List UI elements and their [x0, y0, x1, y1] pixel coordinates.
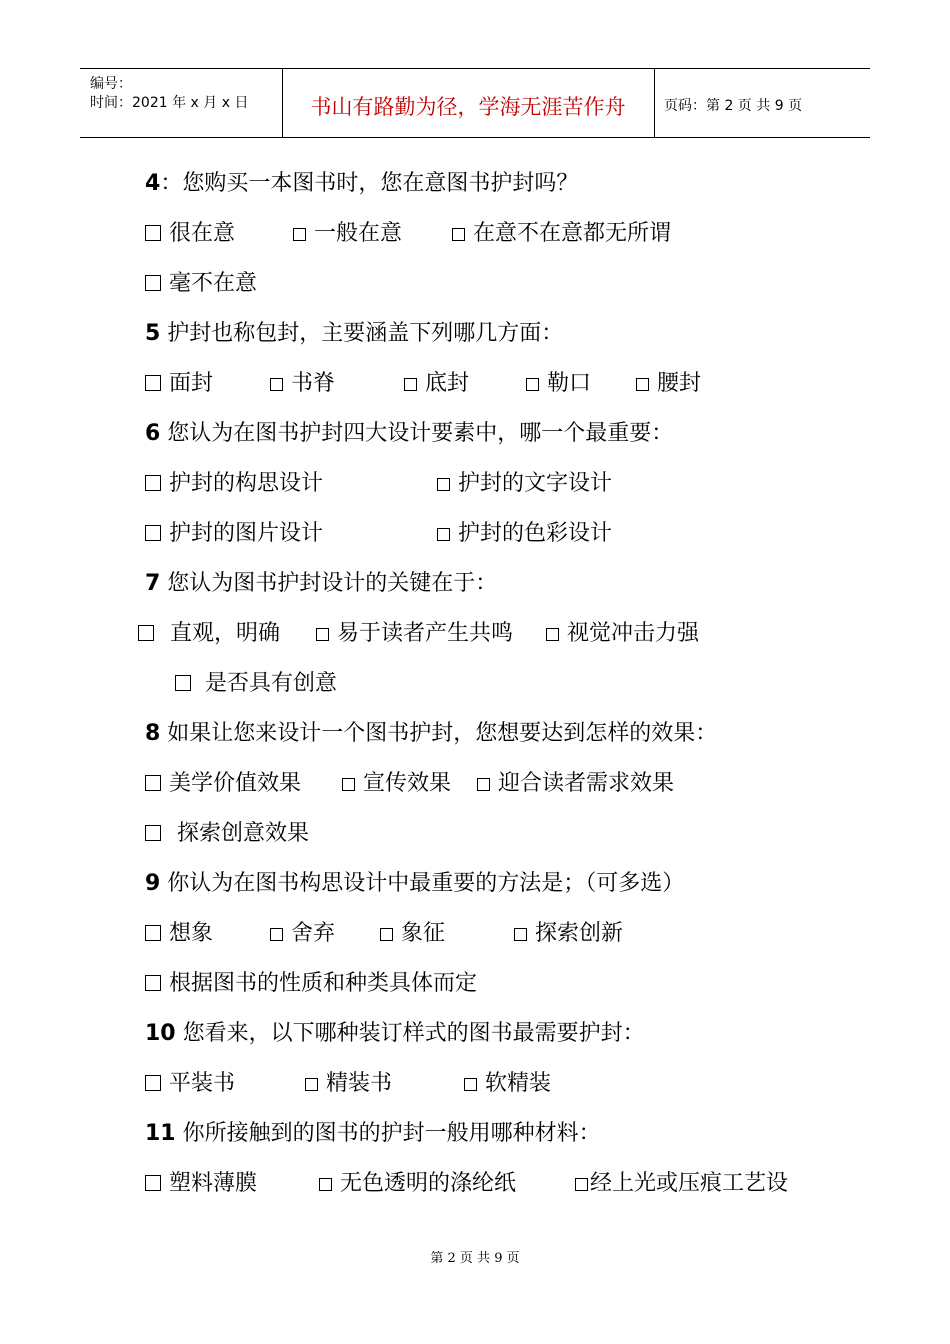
- page-label: 页码：第 2 页 共 9 页: [664, 98, 803, 114]
- options-row: [145, 460, 885, 510]
- page-footer: 第 2 页 共 9 页: [430, 1251, 520, 1266]
- options-row: [145, 1060, 885, 1110]
- checkbox-option[interactable]: 护封的构思设计: [145, 460, 323, 508]
- checkbox-icon[interactable]: [452, 228, 465, 241]
- checkbox-option[interactable]: 象征: [380, 910, 445, 958]
- checkbox-icon[interactable]: [477, 778, 490, 791]
- checkbox-icon[interactable]: [145, 925, 161, 941]
- checkbox-option[interactable]: 平装书: [145, 1060, 235, 1108]
- checkbox-icon[interactable]: [546, 628, 559, 641]
- checkbox-option[interactable]: 迎合读者需求效果: [477, 760, 674, 808]
- checkbox-option[interactable]: 勒口: [526, 360, 591, 408]
- checkbox-icon[interactable]: [145, 975, 161, 991]
- checkbox-option[interactable]: 毫不在意: [145, 260, 257, 308]
- checkbox-option[interactable]: 美学价值效果: [145, 760, 301, 808]
- checkbox-option[interactable]: 根据图书的性质和种类具体而定: [145, 960, 477, 1008]
- checkbox-icon[interactable]: [270, 378, 283, 391]
- checkbox-icon[interactable]: [270, 928, 283, 941]
- checkbox-icon[interactable]: [437, 478, 450, 491]
- checkbox-option[interactable]: 易于读者产生共鸣: [316, 610, 513, 658]
- checkbox-option[interactable]: 舍弃: [270, 910, 335, 958]
- checkbox-icon[interactable]: [145, 475, 161, 491]
- checkbox-option[interactable]: 想象: [145, 910, 213, 958]
- checkbox-option[interactable]: 经上光或压痕工艺设: [575, 1160, 788, 1208]
- question-5: 5 护封也称包封，主要涵盖下列哪几方面：: [145, 321, 564, 346]
- checkbox-icon[interactable]: [145, 1175, 161, 1191]
- checkbox-icon[interactable]: [575, 1178, 588, 1191]
- checkbox-icon[interactable]: [342, 778, 355, 791]
- checkbox-icon[interactable]: [514, 928, 527, 941]
- options-row: [145, 910, 885, 960]
- header-motto-cell: [282, 69, 655, 137]
- checkbox-icon[interactable]: [464, 1078, 477, 1091]
- question-8: 8 如果让您来设计一个图书护封，您想要达到怎样的效果：: [145, 721, 718, 746]
- checkbox-option[interactable]: 探索创新: [514, 910, 623, 958]
- options-row: [145, 260, 885, 310]
- checkbox-option[interactable]: 无色透明的涤纶纸: [319, 1160, 516, 1208]
- checkbox-option[interactable]: 是否具有创意: [175, 660, 337, 708]
- question-4: 4：您购买一本图书时，您在意图书护封吗？: [145, 171, 579, 196]
- checkbox-option[interactable]: 视觉冲击力强: [546, 610, 699, 658]
- checkbox-option[interactable]: 腰封: [636, 360, 701, 408]
- checkbox-option[interactable]: 底封: [404, 360, 469, 408]
- checkbox-option[interactable]: 精装书: [305, 1060, 392, 1108]
- questionnaire: [145, 160, 885, 1210]
- checkbox-option[interactable]: 探索创意效果: [145, 810, 309, 858]
- page-header: [80, 68, 870, 138]
- options-row: [145, 510, 885, 560]
- header-left-cell: [80, 69, 283, 137]
- options-row: [145, 210, 885, 260]
- checkbox-icon[interactable]: [305, 1078, 318, 1091]
- checkbox-option[interactable]: 书脊: [270, 360, 335, 408]
- checkbox-option[interactable]: 在意不在意都无所谓: [452, 210, 671, 258]
- checkbox-icon[interactable]: [437, 528, 450, 541]
- checkbox-option[interactable]: 护封的文字设计: [437, 460, 612, 508]
- checkbox-icon[interactable]: [316, 628, 329, 641]
- checkbox-icon[interactable]: [145, 525, 161, 541]
- checkbox-option[interactable]: 护封的色彩设计: [437, 510, 612, 558]
- checkbox-icon[interactable]: [145, 1075, 161, 1091]
- question-6: 6 您认为在图书护封四大设计要素中，哪一个最重要：: [145, 421, 674, 446]
- checkbox-option[interactable]: 直观，明确: [138, 610, 280, 658]
- question-7: 7 您认为图书护封设计的关键在于：: [145, 571, 498, 596]
- checkbox-icon[interactable]: [138, 625, 154, 641]
- checkbox-option[interactable]: 塑料薄膜: [145, 1160, 257, 1208]
- checkbox-option[interactable]: 面封: [145, 360, 213, 408]
- question-9: 9 你认为在图书构思设计中最重要的方法是；（可多选）: [145, 871, 685, 896]
- checkbox-icon[interactable]: [145, 375, 161, 391]
- time-label: 时间：2021 年 x 月 x 日: [90, 95, 249, 111]
- options-row: [145, 960, 885, 1010]
- checkbox-icon[interactable]: [175, 675, 191, 691]
- question-10: 10 您看来，以下哪种装订样式的图书最需要护封：: [145, 1021, 645, 1046]
- options-row: [145, 760, 885, 810]
- checkbox-icon[interactable]: [145, 775, 161, 791]
- question-11: 11 你所接触到的图书的护封一般用哪种材料：: [145, 1121, 601, 1146]
- motto: 书山有路勤为径，学海无涯苦作舟: [310, 95, 626, 119]
- options-row: [145, 360, 885, 410]
- number-label: 编号：: [90, 76, 132, 92]
- options-row: [145, 1160, 885, 1210]
- checkbox-icon[interactable]: [319, 1178, 332, 1191]
- options-row: [145, 810, 885, 860]
- checkbox-icon[interactable]: [636, 378, 649, 391]
- checkbox-option[interactable]: 宣传效果: [342, 760, 451, 808]
- options-row: [145, 610, 885, 660]
- checkbox-icon[interactable]: [380, 928, 393, 941]
- header-right-cell: [654, 69, 870, 137]
- checkbox-icon[interactable]: [145, 225, 161, 241]
- checkbox-icon[interactable]: [526, 378, 539, 391]
- checkbox-option[interactable]: 一般在意: [293, 210, 402, 258]
- options-row: [145, 660, 885, 710]
- checkbox-option[interactable]: 护封的图片设计: [145, 510, 323, 558]
- checkbox-icon[interactable]: [145, 275, 161, 291]
- checkbox-option[interactable]: 软精装: [464, 1060, 551, 1108]
- checkbox-icon[interactable]: [293, 228, 306, 241]
- checkbox-icon[interactable]: [404, 378, 417, 391]
- checkbox-option[interactable]: 很在意: [145, 210, 235, 258]
- checkbox-icon[interactable]: [145, 825, 161, 841]
